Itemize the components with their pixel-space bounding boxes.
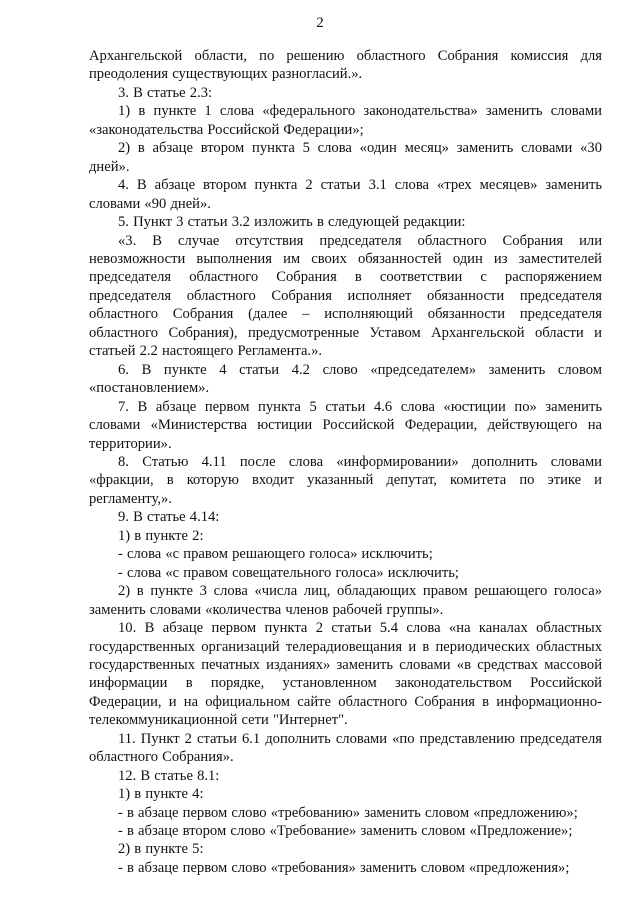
paragraph: 1) в пункте 2: [118, 527, 204, 544]
paragraph: - в абзаце первом слово «требованию» заменить словом «предложению»; [118, 804, 578, 821]
paragraph: - слова «с правом совещательного голоса» исключить; [118, 564, 459, 581]
paragraph: 1) в пункте 1 слова «федерального законодательства» заменить словами «законодательства Российской Федерации»; [89, 103, 602, 138]
paragraph: 3. В статье 2.3: [118, 84, 213, 101]
page-number: 2 [316, 15, 324, 31]
document-body [89, 47, 602, 877]
paragraph: «3. В случае отсутствия председателя областного Собрания или невозможности выполнения им своих обязанностей один из заместителей председателя областного Собрания в соответствии с распоряжением председателя областного Собрания исполняет обязанности председателя областного Собрания (далее – исполняющий обязанности председателя областного Собрания), предусмотренные Уставом Архангельской области и статьей 2.2 настоящего Регламента.». [89, 232, 602, 360]
paragraph: 9. В статье 4.14: [118, 509, 220, 526]
paragraph: 7. В абзаце первом пункта 5 статьи 4.6 слова «юстиции по» заменить словами «Министерства юстиции Российской Федерации, действующего на территории». [89, 398, 602, 452]
paragraph: 2) в пункте 3 слова «числа лиц, обладающих правом решающего голоса» заменить словами «количества членов рабочей группы». [89, 583, 602, 618]
paragraph: - в абзаце первом слово «требования» заменить словом «предложения»; [118, 859, 570, 876]
paragraph: 10. В абзаце первом пункта 2 статьи 5.4 слова «на каналах областных государственных организаций телерадиовещания и в периодических областных государственных печатных изданиях» заменить словами «в средствах массовой информации в порядке, установленном законодательством Российской Федерации, и на официальном сайте областного Собрания в информационно-телекоммуникационной сети "Интернет". [89, 620, 602, 729]
paragraph: 2) в пункте 5: [118, 841, 204, 858]
paragraph: 4. В абзаце втором пункта 2 статьи 3.1 слова «трех месяцев» заменить словами «90 дней». [89, 177, 602, 212]
paragraph: 1) в пункте 4: [118, 786, 204, 803]
paragraph: 12. В статье 8.1: [118, 767, 220, 784]
paragraph: 11. Пункт 2 статьи 6.1 дополнить словами «по представлению председателя областного Собрания». [89, 730, 602, 766]
paragraph: - в абзаце втором слово «Требование» заменить словом «Предложение»; [118, 823, 573, 840]
paragraph: 6. В пункте 4 статьи 4.2 слово «председателем» заменить словом «постановлением». [89, 361, 602, 397]
paragraph: - слова «с правом решающего голоса» исключить; [118, 546, 433, 563]
paragraph: 2) в абзаце втором пункта 5 слова «один месяц» заменить словами «30 дней». [89, 140, 602, 175]
paragraph: Архангельской области, по решению областного Собрания комиссия для преодоления существующих разногласий.». [89, 48, 602, 83]
paragraph: 8. Статью 4.11 после слова «информировании» дополнить словами «фракции, в которую входит указанный депутат, комитета по этике и регламенту,». [89, 453, 602, 507]
paragraph: 5. Пункт 3 статьи 3.2 изложить в следующей редакции: [118, 214, 466, 231]
